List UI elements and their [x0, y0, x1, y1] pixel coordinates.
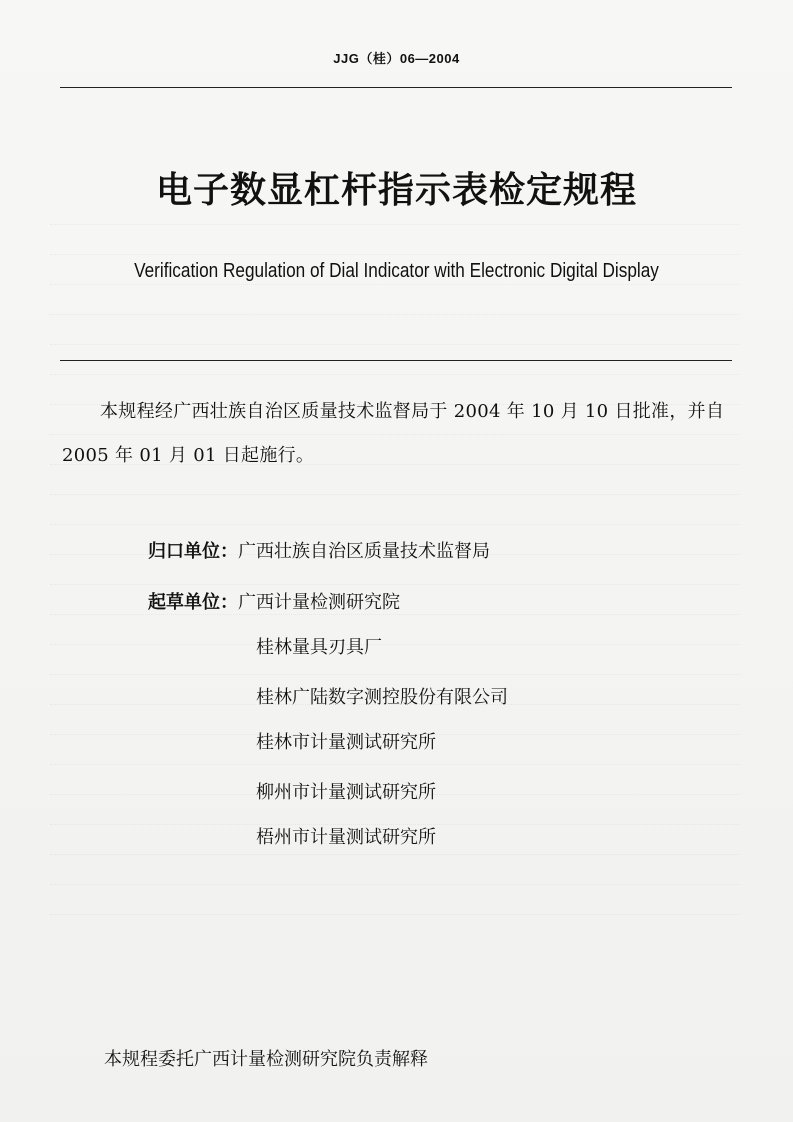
- drafting-unit-item: 广西计量检测研究院: [238, 592, 400, 613]
- drafting-unit-row: [148, 588, 400, 614]
- responsible-unit-value: 广西壮族自治区质量技术监督局: [238, 541, 490, 562]
- document-title-english: Verification Regulation of Dial Indicator with Electronic Digital Display: [134, 260, 659, 282]
- interpretation-note: 本规程委托广西计量检测研究院负责解释: [104, 1049, 428, 1070]
- drafting-unit-label: 起草单位：: [148, 592, 238, 613]
- approval-statement: 本规程经广西壮族自治区质量技术监督局于 2004 年 10 月 10 日批准，并自 2005 年 01 月 01 日起施行。: [62, 401, 725, 466]
- bleed-through-background: [50, 120, 740, 940]
- drafting-unit-item: 桂林量具刃具厂: [256, 637, 382, 658]
- responsible-unit-row: [148, 537, 490, 563]
- responsible-unit-label: 归口单位：: [148, 541, 238, 562]
- drafting-unit-item: 桂林市计量测试研究所: [256, 732, 436, 753]
- drafting-unit-item: 柳州市计量测试研究所: [256, 782, 436, 803]
- header-divider: [60, 87, 732, 88]
- title-divider: [60, 360, 732, 361]
- document-title: 电子数显杠杆指示表检定规程: [155, 170, 637, 211]
- standard-code: JJG（桂）06—2004: [333, 51, 460, 66]
- drafting-unit-item: 桂林广陆数字测控股份有限公司: [256, 687, 508, 708]
- drafting-unit-item: 梧州市计量测试研究所: [256, 827, 436, 848]
